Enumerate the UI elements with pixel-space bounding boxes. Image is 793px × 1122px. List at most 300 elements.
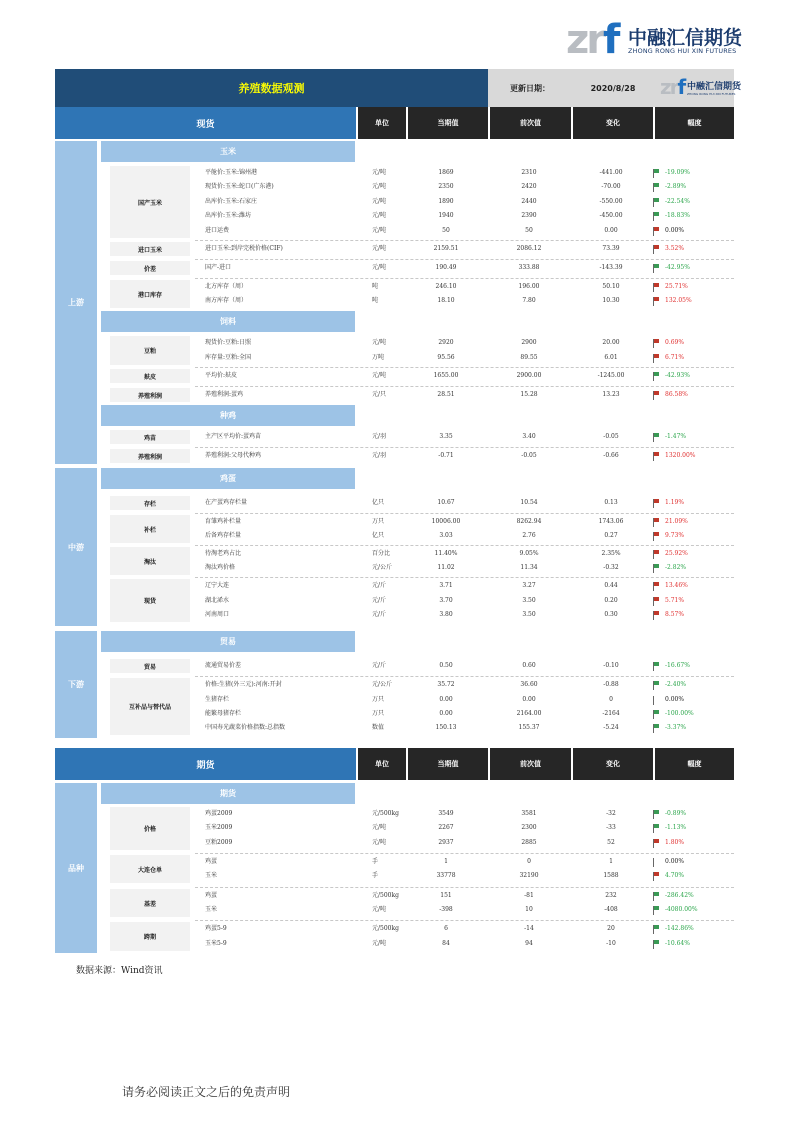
- change-value: 2.35%: [601, 550, 621, 557]
- current-value: 35.72: [437, 681, 455, 688]
- pct-value: -2.89%: [665, 183, 687, 190]
- indicator-name: 鸡蛋2009: [205, 810, 233, 817]
- table-row: [198, 561, 734, 575]
- change-value: -2164: [602, 710, 620, 717]
- change-value: -450.00: [599, 212, 623, 219]
- unit-cell: 元/吨: [372, 940, 387, 947]
- flag-icon: [653, 906, 659, 915]
- category-spot: 现货: [110, 579, 190, 622]
- pct-value: -0.89%: [665, 810, 687, 817]
- tier-midstream: 中游: [55, 468, 97, 626]
- flag-icon: [653, 872, 659, 881]
- change-value: -70.00: [601, 183, 621, 190]
- pct-value: -100.00%: [665, 710, 694, 717]
- change-value: -550.00: [599, 198, 623, 205]
- previous-value: 2086.12: [516, 245, 542, 252]
- table-row: [198, 547, 734, 561]
- category-trade: 贸易: [110, 659, 190, 673]
- previous-value: 32190: [519, 872, 539, 879]
- indicator-name: 现货价:玉米:蛇口(广东港): [205, 183, 274, 190]
- previous-value: 10: [525, 906, 533, 913]
- change-value: -32: [606, 810, 616, 817]
- unit-cell: 万只: [372, 518, 385, 525]
- unit-cell: 吨: [372, 283, 379, 290]
- current-value: 11.02: [437, 564, 455, 571]
- current-value: 3549: [438, 810, 454, 817]
- pct-value: -10.64%: [665, 940, 690, 947]
- flag-icon: [653, 169, 659, 178]
- table-row: [198, 369, 734, 383]
- pct-value: 21.09%: [665, 518, 688, 525]
- unit-cell: 元/吨: [372, 183, 387, 190]
- table-row: [198, 515, 734, 529]
- change-value: -408: [604, 906, 618, 913]
- change-value: 0.27: [604, 532, 618, 539]
- current-value: 2920: [438, 339, 454, 346]
- previous-value: 2390: [521, 212, 537, 219]
- data-source: 数据来源：Wind资讯: [76, 966, 163, 976]
- current-value: 1869: [438, 169, 454, 176]
- previous-value: 2.76: [522, 532, 536, 539]
- previous-value: 2440: [521, 198, 537, 205]
- unit-cell: 元/斤: [372, 597, 387, 604]
- indicator-name: 中国寿光蔬菜价格指数:总指数: [205, 724, 286, 731]
- previous-value: 3.40: [522, 433, 536, 440]
- change-value: 0.44: [604, 582, 618, 589]
- indicator-name: 出库价:玉米:石家庄: [205, 198, 258, 205]
- pct-value: -42.95%: [665, 264, 690, 271]
- flag-icon: [653, 198, 659, 207]
- table-row: [198, 659, 734, 673]
- category-spread: 价差: [110, 261, 190, 275]
- current-value: 246.10: [435, 283, 457, 290]
- banner-logo-cn: 中融汇信期货: [687, 82, 742, 92]
- current-value: 6: [444, 925, 448, 932]
- unit-cell: 元/吨: [372, 372, 387, 379]
- flag-icon: [653, 183, 659, 192]
- update-date-value: 2020/8/28: [572, 69, 654, 107]
- current-value: 28.51: [437, 391, 455, 398]
- table-row: [198, 707, 734, 721]
- table-row: [198, 261, 734, 275]
- flag-icon: [653, 564, 659, 573]
- pct-value: 13.46%: [665, 582, 688, 589]
- section-egg: 鸡蛋: [101, 468, 355, 489]
- unit-cell: 手: [372, 858, 379, 865]
- table-row: [198, 889, 734, 903]
- previous-value: 0.00: [522, 696, 536, 703]
- current-value: 2159.51: [433, 245, 459, 252]
- previous-value: 2300: [521, 824, 537, 831]
- pct-header: 幅度: [653, 748, 734, 780]
- previous-header: 前次值: [488, 107, 571, 139]
- table-row: [198, 807, 734, 821]
- unit-cell: 手: [372, 872, 379, 879]
- table-row: [198, 449, 734, 463]
- change-value: 0.13: [604, 499, 618, 506]
- indicator-name: 北方库存（周）: [205, 283, 248, 290]
- current-value: 2937: [438, 839, 454, 846]
- unit-cell: 元/吨: [372, 339, 387, 346]
- table-row: [198, 529, 734, 543]
- flag-icon: [653, 696, 659, 705]
- table-row: [198, 693, 734, 707]
- current-value: 1655.00: [433, 372, 459, 379]
- flag-icon: [653, 710, 659, 719]
- section-corn: 玉米: [101, 141, 355, 162]
- unit-cell: 万只: [372, 710, 385, 717]
- current-value: -398: [439, 906, 453, 913]
- flag-icon: [653, 499, 659, 508]
- change-value: 1: [609, 858, 613, 865]
- pct-value: 5.71%: [665, 597, 685, 604]
- futures-header-row: [55, 748, 734, 780]
- category-replenish: 补栏: [110, 515, 190, 543]
- unit-cell: 数值: [372, 724, 385, 731]
- change-value: 6.01: [604, 354, 618, 361]
- flag-icon: [653, 391, 659, 400]
- table-row: [198, 821, 734, 835]
- previous-value: 155.37: [518, 724, 540, 731]
- flag-icon: [653, 681, 659, 690]
- category-stock: 存栏: [110, 496, 190, 510]
- flag-icon: [653, 892, 659, 901]
- change-value: 1743.06: [598, 518, 624, 525]
- flag-icon: [653, 283, 659, 292]
- previous-value: 94: [525, 940, 533, 947]
- table-row: [198, 430, 734, 444]
- report-title: 养殖数据观测: [55, 69, 488, 107]
- flag-icon: [653, 245, 659, 254]
- section-feed: 饲料: [101, 311, 355, 332]
- current-value: 18.10: [437, 297, 455, 304]
- category-basis: 基差: [110, 889, 190, 917]
- table-row: [198, 180, 734, 194]
- change-value: -441.00: [599, 169, 623, 176]
- indicator-name: 进口玉米:到岸完税价格(CIF): [205, 245, 283, 252]
- logo-english-name: ZHONG RONG HUI XIN FUTURES: [628, 47, 737, 55]
- current-value: 33778: [436, 872, 456, 879]
- unit-cell: 元/吨: [372, 264, 387, 271]
- pct-value: -2.40%: [665, 681, 687, 688]
- unit-cell: 元/羽: [372, 452, 387, 459]
- report-banner: [55, 69, 742, 107]
- change-value: 1588: [603, 872, 619, 879]
- change-value: 0.00: [604, 227, 618, 234]
- previous-value: 50: [525, 227, 533, 234]
- previous-value: 2900.00: [516, 372, 542, 379]
- current-value: 3.71: [439, 582, 453, 589]
- indicator-name: 河南周口: [205, 611, 230, 618]
- current-value: 10.67: [437, 499, 455, 506]
- current-value: 151: [440, 892, 452, 899]
- current-value: 11.40%: [434, 550, 458, 557]
- current-value: -0.71: [438, 452, 454, 459]
- pct-value: -18.83%: [665, 212, 690, 219]
- table-row: [198, 922, 734, 936]
- category-domestic-corn: 国产玉米: [110, 166, 190, 238]
- category-soymeal: 豆粕: [110, 336, 190, 365]
- unit-cell: 元/500kg: [372, 925, 399, 932]
- change-header: 变化: [571, 107, 653, 139]
- change-value: 0: [609, 696, 613, 703]
- indicator-name: 湖北浠水: [205, 597, 230, 604]
- unit-cell: 元/只: [372, 391, 387, 398]
- flag-icon: [653, 940, 659, 949]
- unit-cell: 元/吨: [372, 198, 387, 205]
- indicator-name: 价格:生猪(外三元):河南:开封: [205, 681, 282, 688]
- previous-value: 11.34: [520, 564, 538, 571]
- previous-value: 3.50: [522, 597, 536, 604]
- spot-header: 现货: [55, 107, 356, 139]
- pct-value: -42.93%: [665, 372, 690, 379]
- current-value: 0.00: [439, 696, 453, 703]
- unit-cell: 元/吨: [372, 245, 387, 252]
- pct-value: -22.54%: [665, 198, 690, 205]
- unit-cell: 元/斤: [372, 611, 387, 618]
- flag-icon: [653, 532, 659, 541]
- change-value: 73.39: [602, 245, 620, 252]
- indicator-name: 淘汰鸡价格: [205, 564, 236, 571]
- unit-cell: 元/500kg: [372, 892, 399, 899]
- unit-cell: 元/吨: [372, 906, 387, 913]
- previous-value: 0: [527, 858, 531, 865]
- unit-cell: 亿只: [372, 532, 385, 539]
- indicator-name: 在产蛋鸡存栏量: [205, 499, 248, 506]
- category-profit: 养殖利润: [110, 388, 190, 402]
- section-trade: 贸易: [101, 631, 355, 652]
- unit-cell: 元/斤: [372, 662, 387, 669]
- current-value: 190.49: [435, 264, 457, 271]
- unit-cell: 元/吨: [372, 212, 387, 219]
- tier-upstream: 上游: [55, 141, 97, 464]
- current-header: 当期值: [406, 107, 488, 139]
- table-row: [198, 242, 734, 256]
- previous-header: 前次值: [488, 748, 571, 780]
- banner-logo-mark: zrf: [660, 75, 685, 99]
- category-price: 价格: [110, 807, 190, 850]
- change-value: -0.88: [603, 681, 619, 688]
- flag-icon: [653, 925, 659, 934]
- flag-icon: [653, 452, 659, 461]
- change-value: 20: [607, 925, 615, 932]
- indicator-name: 平舱价:玉米:锦州港: [205, 169, 258, 176]
- pct-value: 0.00%: [665, 696, 685, 703]
- pct-value: 3.52%: [665, 245, 685, 252]
- pct-value: -142.86%: [665, 925, 694, 932]
- previous-value: 3.50: [522, 611, 536, 618]
- flag-icon: [653, 518, 659, 527]
- indicator-name: 主产区平均价:蛋鸡苗: [205, 433, 262, 440]
- current-value: 3.80: [439, 611, 453, 618]
- previous-value: 3.27: [522, 582, 536, 589]
- change-value: -5.24: [603, 724, 619, 731]
- unit-cell: 万只: [372, 696, 385, 703]
- current-value: 0.50: [439, 662, 453, 669]
- previous-value: 9.05%: [519, 550, 539, 557]
- category-port-stock: 港口库存: [110, 280, 190, 308]
- unit-cell: 元/吨: [372, 824, 387, 831]
- flag-icon: [653, 810, 659, 819]
- pct-value: 1.80%: [665, 839, 685, 846]
- unit-cell: 元/公斤: [372, 564, 393, 571]
- category-substitutes: 互补品与替代品: [110, 678, 190, 735]
- indicator-name: 养殖利润:蛋鸡: [205, 391, 244, 398]
- previous-value: 2164.00: [516, 710, 542, 717]
- pct-value: -1.47%: [665, 433, 687, 440]
- indicator-name: 鸡蛋: [205, 892, 218, 899]
- spot-header-row: [55, 107, 734, 139]
- banner-logo-en: ZHONG RONG HUI XIN FUTURES: [687, 92, 736, 96]
- previous-value: -14: [524, 925, 534, 932]
- current-value: 0.00: [439, 710, 453, 717]
- indicator-name: 出库价:玉米:潍坊: [205, 212, 252, 219]
- pct-value: 9.73%: [665, 532, 685, 539]
- unit-cell: 吨: [372, 297, 379, 304]
- previous-value: 333.88: [518, 264, 540, 271]
- table-row: [198, 195, 734, 209]
- table-row: [198, 869, 734, 883]
- pct-header: 幅度: [653, 107, 734, 139]
- unit-cell: 元/500kg: [372, 810, 399, 817]
- disclaimer: 请务必阅读正文之后的免责声明: [122, 1085, 291, 1099]
- update-date-label: 更新日期：: [488, 69, 572, 107]
- change-value: 232: [605, 892, 617, 899]
- unit-cell: 元/斤: [372, 582, 387, 589]
- change-value: -33: [606, 824, 616, 831]
- table-row: [198, 209, 734, 223]
- company-logo: [566, 17, 766, 63]
- indicator-name: 生猪存栏: [205, 696, 230, 703]
- indicator-name: 鸡蛋5-9: [205, 925, 227, 932]
- flag-icon: [653, 354, 659, 363]
- flag-icon: [653, 227, 659, 236]
- table-row: [198, 336, 734, 350]
- previous-value: 3581: [521, 810, 537, 817]
- change-value: -0.10: [603, 662, 619, 669]
- indicator-name: 国产-进口: [205, 264, 232, 271]
- change-value: 52: [607, 839, 615, 846]
- flag-icon: [653, 824, 659, 833]
- change-value: -1245.00: [597, 372, 625, 379]
- unit-cell: 元/公斤: [372, 681, 393, 688]
- category-warehouse-receipt: 大连仓单: [110, 855, 190, 883]
- pct-value: 132.05%: [665, 297, 692, 304]
- table-row: [198, 294, 734, 308]
- previous-value: 2310: [521, 169, 537, 176]
- table-row: [198, 388, 734, 402]
- category-breeder-profit: 养殖利润: [110, 449, 190, 463]
- unit-cell: 元/吨: [372, 839, 387, 846]
- current-value: 84: [442, 940, 450, 947]
- pct-value: 0.00%: [665, 227, 685, 234]
- flag-icon: [653, 662, 659, 671]
- change-value: 0.20: [604, 597, 618, 604]
- unit-header: 单位: [356, 107, 406, 139]
- indicator-name: 库存量:豆粕:全国: [205, 354, 252, 361]
- logo-mark: zrf: [566, 17, 618, 63]
- pct-value: -2.82%: [665, 564, 687, 571]
- previous-value: 2885: [521, 839, 537, 846]
- flag-icon: [653, 724, 659, 733]
- indicator-name: 育雏鸡补栏量: [205, 518, 242, 525]
- current-value: 1: [444, 858, 448, 865]
- indicator-name: 养殖利润:父母代种鸡: [205, 452, 262, 459]
- current-value: 1940: [438, 212, 454, 219]
- unit-cell: 万吨: [372, 354, 385, 361]
- previous-value: 2420: [521, 183, 537, 190]
- unit-header: 单位: [356, 748, 406, 780]
- section-chick: 种鸡: [101, 405, 355, 426]
- current-value: 50: [442, 227, 450, 234]
- change-value: 20.00: [602, 339, 620, 346]
- section-futures: 期货: [101, 783, 355, 804]
- unit-cell: 亿只: [372, 499, 385, 506]
- indicator-name: 现货价:豆粕:日照: [205, 339, 252, 346]
- previous-value: 7.80: [522, 297, 536, 304]
- pct-value: 25.92%: [665, 550, 688, 557]
- flag-icon: [653, 550, 659, 559]
- flag-icon: [653, 858, 659, 867]
- current-value: 2267: [438, 824, 454, 831]
- category-bran: 麸皮: [110, 369, 190, 383]
- pct-value: -4080.00%: [665, 906, 698, 913]
- pct-value: -1.13%: [665, 824, 687, 831]
- unit-cell: 元/羽: [372, 433, 387, 440]
- pct-value: 1.19%: [665, 499, 685, 506]
- futures-header: 期货: [55, 748, 356, 780]
- current-header: 当期值: [406, 748, 488, 780]
- tier-downstream: 下游: [55, 631, 97, 738]
- previous-value: 15.28: [520, 391, 538, 398]
- previous-value: 2900: [521, 339, 537, 346]
- unit-cell: 百分比: [372, 550, 391, 557]
- pct-value: -286.42%: [665, 892, 694, 899]
- pct-value: 0.00%: [665, 858, 685, 865]
- banner-logo: [654, 69, 742, 107]
- category-chick: 鸡苗: [110, 430, 190, 444]
- table-row: [198, 594, 734, 608]
- previous-value: 89.55: [520, 354, 538, 361]
- current-value: 1890: [438, 198, 454, 205]
- pct-value: 0.69%: [665, 339, 685, 346]
- indicator-name: 进口运费: [205, 227, 230, 234]
- pct-value: 8.57%: [665, 611, 685, 618]
- pct-value: 6.71%: [665, 354, 685, 361]
- current-value: 3.03: [439, 532, 453, 539]
- unit-cell: 元/吨: [372, 227, 387, 234]
- category-cull: 淘汰: [110, 547, 190, 575]
- pct-value: -3.37%: [665, 724, 687, 731]
- current-value: 150.13: [435, 724, 457, 731]
- change-value: 13.23: [602, 391, 620, 398]
- table-row: [198, 721, 734, 735]
- previous-value: 36.60: [520, 681, 538, 688]
- flag-icon: [653, 372, 659, 381]
- previous-value: 196.00: [518, 283, 540, 290]
- flag-icon: [653, 611, 659, 620]
- category-import-corn: 进口玉米: [110, 242, 190, 256]
- table-row: [198, 496, 734, 510]
- pct-value: 1320.00%: [665, 452, 696, 459]
- current-value: 3.35: [439, 433, 453, 440]
- flag-icon: [653, 433, 659, 442]
- pct-value: -19.09%: [665, 169, 690, 176]
- indicator-name: 鸡蛋: [205, 858, 218, 865]
- table-row: [198, 579, 734, 593]
- current-value: 95.56: [437, 354, 455, 361]
- flag-icon: [653, 839, 659, 848]
